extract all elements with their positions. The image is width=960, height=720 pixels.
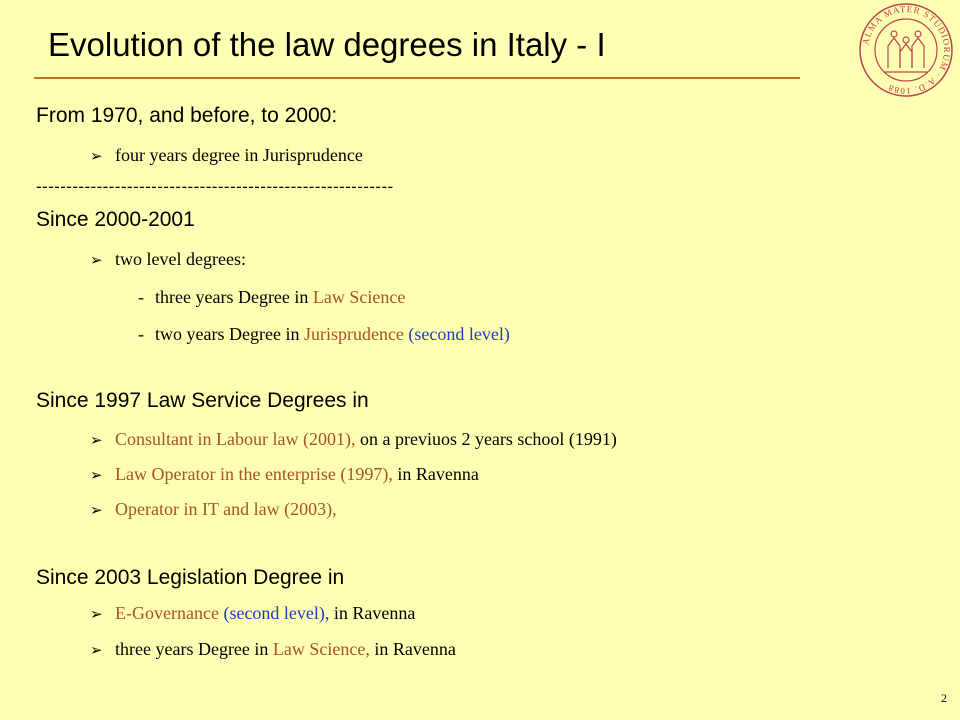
section-heading-1997: Since 1997 Law Service Degrees in <box>36 389 369 412</box>
bullet-consultant-labour-law: ➢ Consultant in Labour law (2001), on a previuos 2 years school (1991) <box>90 429 617 449</box>
sub-item-jurisprudence: - two years Degree in Jurisprudence (second level) <box>138 324 510 344</box>
bullet-e-governance: ➢ E-Governance (second level), in Ravenna <box>90 603 416 623</box>
arrow-bullet-icon: ➢ <box>90 605 103 623</box>
section-heading-1970-2000: From 1970, and before, to 2000: <box>36 104 338 127</box>
title-underline <box>34 77 800 79</box>
arrow-bullet-icon: ➢ <box>90 251 103 269</box>
arrow-bullet-icon: ➢ <box>90 501 103 519</box>
svg-text:ALMA MATER STUDIORUM · A.D. 10: ALMA MATER STUDIORUM · A.D. 1088 <box>860 3 953 97</box>
slide-title: Evolution of the law degrees in Italy - I <box>48 26 606 63</box>
arrow-bullet-icon: ➢ <box>90 147 103 165</box>
section-heading-2000-2001: Since 2000-2001 <box>36 208 195 231</box>
arrow-bullet-icon: ➢ <box>90 431 103 449</box>
sub-item-law-science: - three years Degree in Law Science <box>138 287 406 307</box>
bullet-jurisprudence-4y: ➢ four years degree in Jurisprudence <box>90 145 363 165</box>
section-heading-2003: Since 2003 Legislation Degree in <box>36 566 345 589</box>
arrow-bullet-icon: ➢ <box>90 466 103 484</box>
bullet-law-operator: ➢ Law Operator in the enterprise (1997), in Ravenna <box>90 464 479 484</box>
bullet-operator-it-law: ➢ Operator in IT and law (2003), <box>90 499 337 519</box>
arrow-bullet-icon: ➢ <box>90 641 103 659</box>
dashed-divider: ----------------------------------------------------------- <box>36 177 394 196</box>
university-seal-logo <box>858 2 954 98</box>
bullet-law-science-ravenna: ➢ three years Degree in Law Science, in Ravenna <box>90 639 456 659</box>
page-number: 2 <box>941 691 947 705</box>
bullet-two-level-degrees: ➢ two level degrees: <box>90 249 246 269</box>
